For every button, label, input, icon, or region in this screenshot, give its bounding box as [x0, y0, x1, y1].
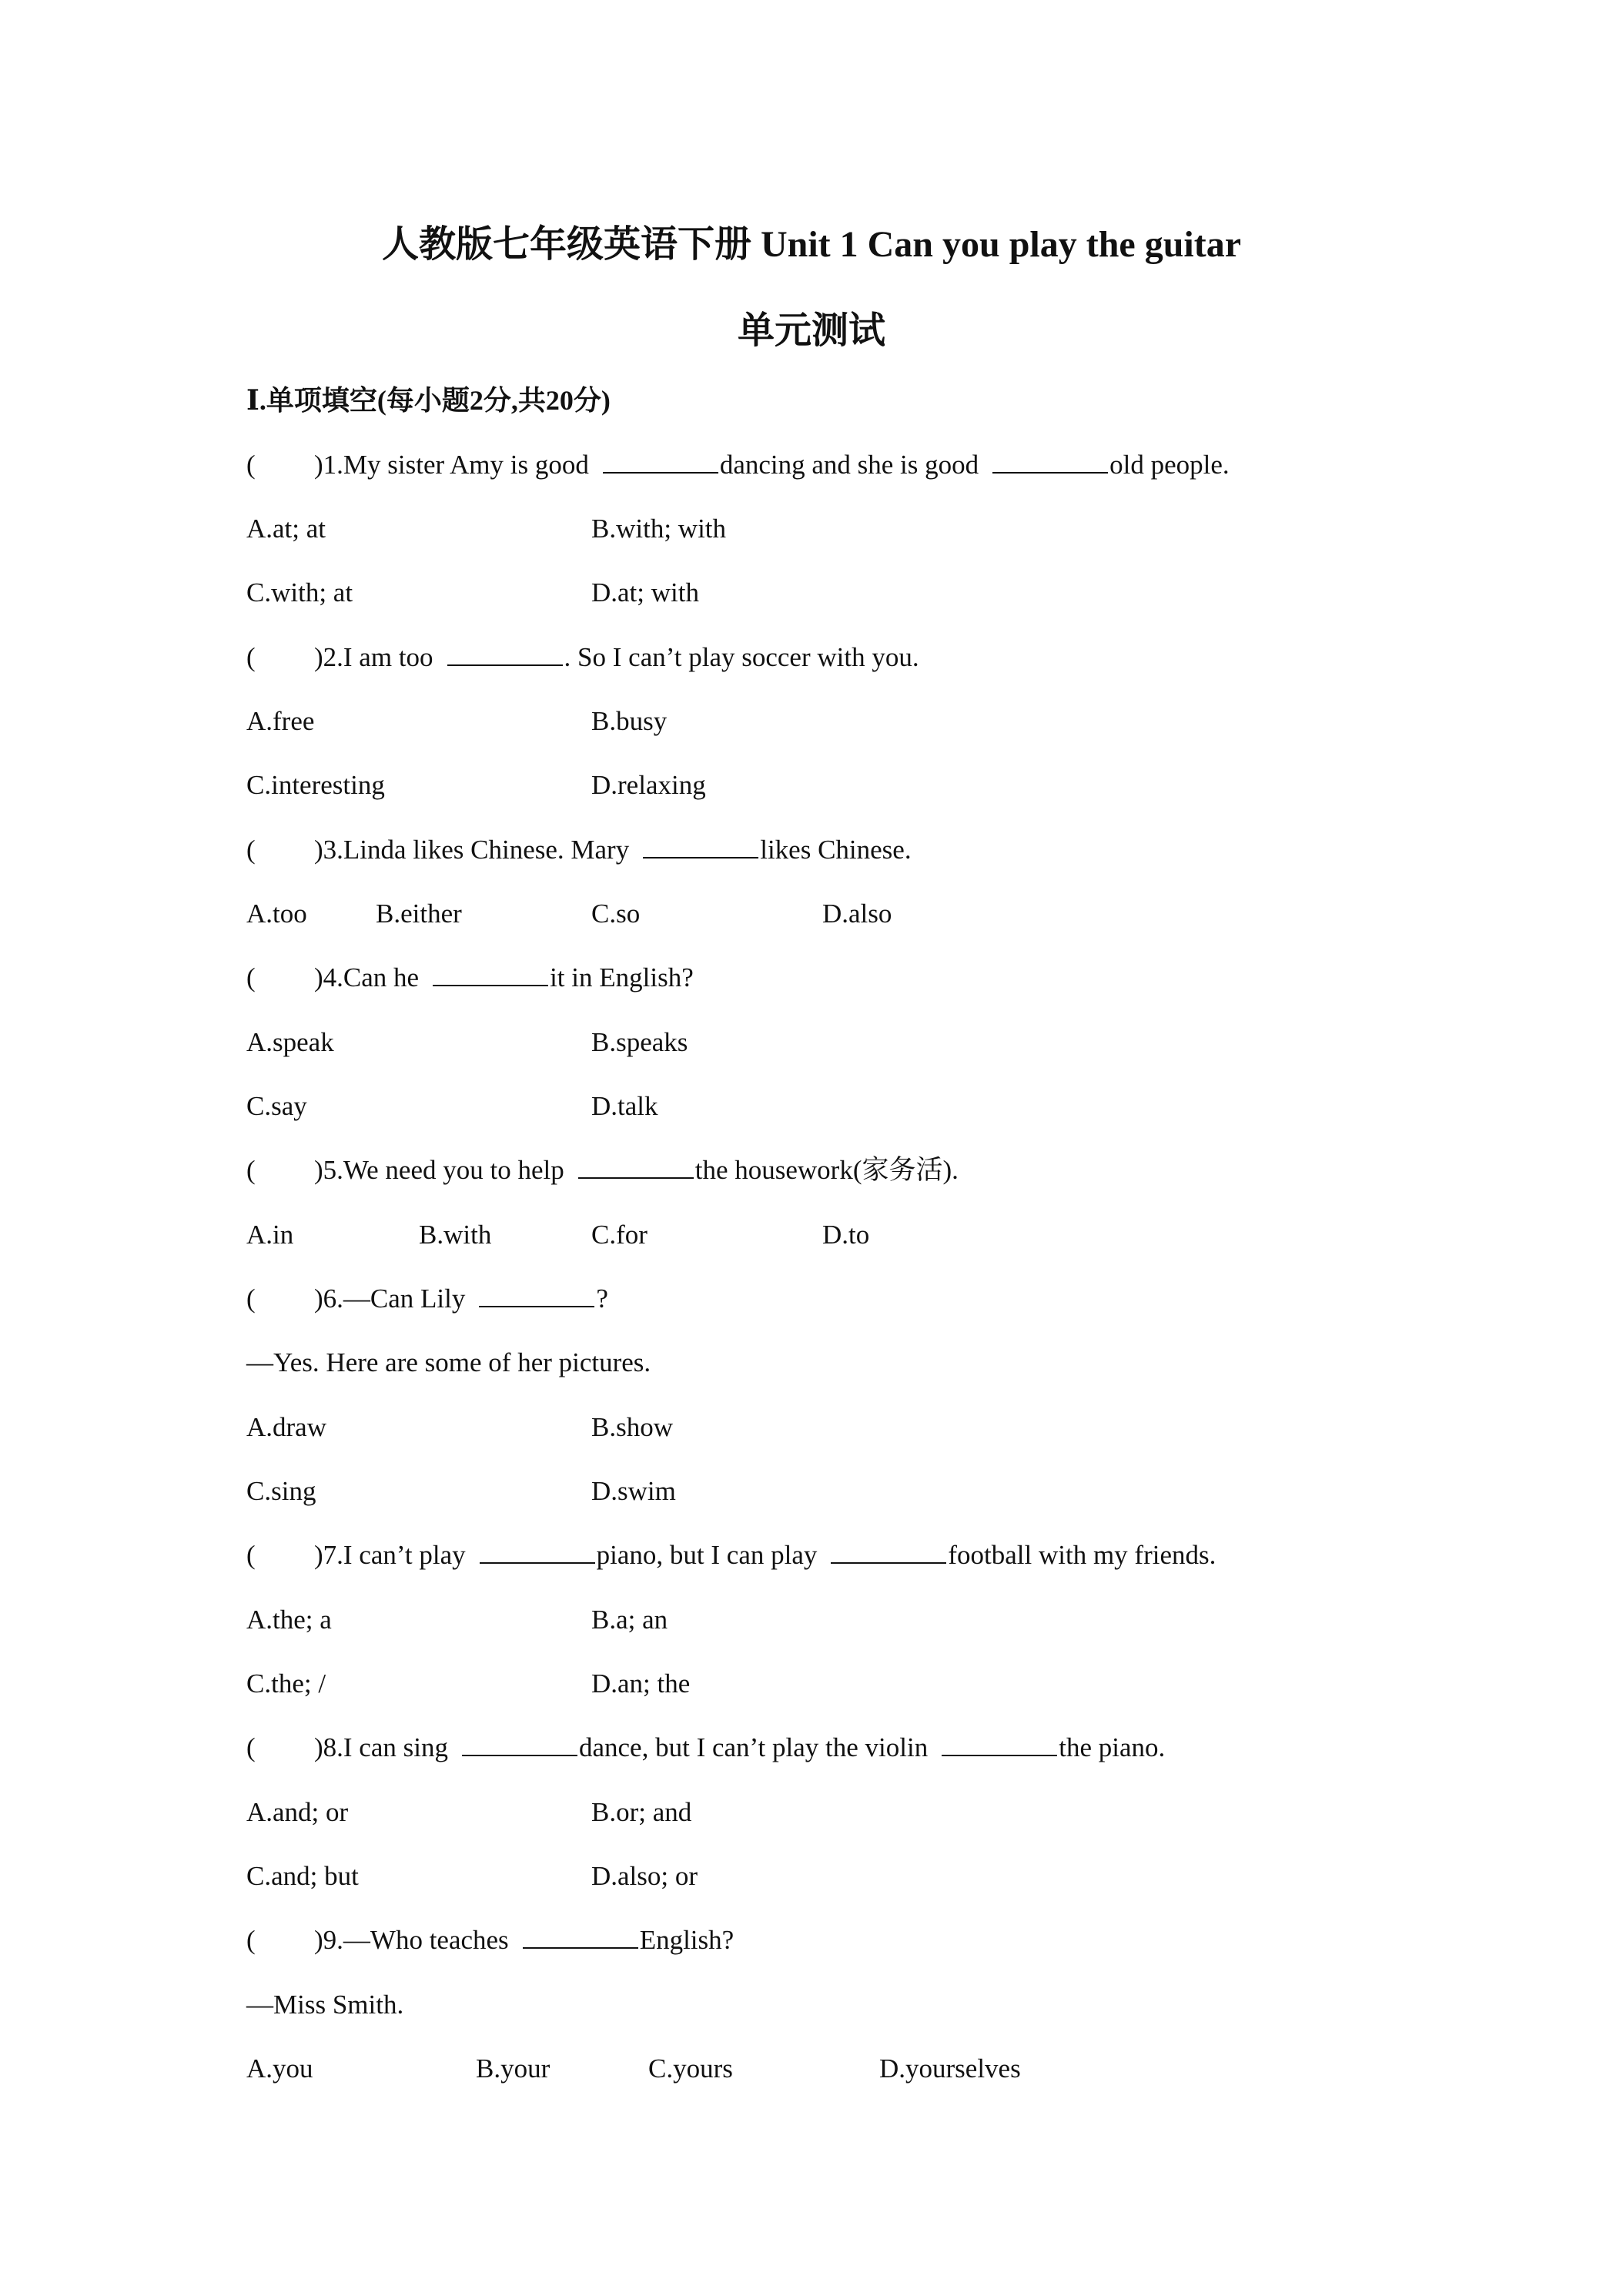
answer-line: —Miss Smith. [246, 1990, 404, 2020]
question-text: ? [596, 1284, 608, 1314]
option-d: D.an; the [591, 1668, 691, 1699]
question-text: )9.—Who teaches [314, 1925, 509, 1955]
option-d: D.to [822, 1220, 870, 1250]
option-c: C.say [246, 1091, 307, 1121]
question-text: . So I can’t play soccer with you. [564, 642, 919, 672]
question-2 [246, 641, 919, 674]
option-b: B.speaks [591, 1027, 688, 1057]
section-heading: Ⅰ.单项填空(每小题2分,共20分) [246, 385, 611, 416]
question-text: )6.—Can Lily [314, 1284, 466, 1314]
answer-blank [578, 1154, 694, 1179]
option-d: D.yourselves [879, 2053, 1021, 2083]
option-c: C.yours [648, 2053, 733, 2083]
option-b: B.with; with [591, 514, 727, 544]
option-c: C.and; but [246, 1861, 359, 1891]
option-a: A.and; or [246, 1797, 349, 1827]
question-text: dance, but I can’t play the violin [578, 1732, 929, 1762]
option-c: C.sing [246, 1476, 316, 1506]
answer-blank [992, 449, 1108, 474]
option-d: D.swim [591, 1476, 676, 1506]
option-a: A.the; a [246, 1605, 332, 1635]
answer-paren: ( [246, 1155, 256, 1185]
question-text: )8.I can sing [314, 1732, 448, 1762]
option-a: A.draw [246, 1412, 326, 1442]
question-text: )4.Can he [314, 962, 420, 992]
answer-paren: ( [246, 450, 256, 480]
question-text: )1.My sister Amy is good [314, 450, 589, 480]
answer-blank [603, 449, 718, 474]
option-b: B.or; and [591, 1797, 692, 1827]
option-d: D.talk [591, 1091, 658, 1121]
option-c: C.interesting [246, 770, 385, 800]
question-text: the housework(家务活). [694, 1155, 959, 1185]
question-text: piano, but I can play [596, 1540, 818, 1570]
question-text: the piano. [1059, 1732, 1166, 1762]
option-b: B.a; an [591, 1605, 668, 1635]
answer-blank [447, 641, 563, 666]
answer-paren: ( [246, 962, 256, 992]
option-b: B.busy [591, 706, 668, 736]
option-a: A.at; at [246, 514, 326, 544]
question-9 [246, 1923, 734, 1957]
question-text: )7.I can’t play [314, 1540, 466, 1570]
question-5 [246, 1153, 959, 1187]
answer-blank [643, 834, 758, 858]
answer-blank [479, 1283, 594, 1307]
question-text: )3.Linda likes Chinese. Mary [314, 835, 630, 865]
option-d: D.also; or [591, 1861, 698, 1891]
question-4 [246, 961, 694, 995]
option-d: D.also [822, 899, 892, 929]
question-6 [246, 1282, 608, 1316]
answer-paren: ( [246, 642, 256, 672]
option-b: B.your [476, 2053, 550, 2083]
question-text: dancing and she is good [719, 450, 979, 480]
page-title: 人教版七年级英语下册 Unit 1 Can you play the guitar [381, 224, 1242, 265]
question-1 [246, 448, 1230, 482]
option-a: A.speak [246, 1027, 334, 1057]
question-text: old people. [1109, 450, 1230, 480]
answer-paren: ( [246, 835, 256, 865]
option-d: D.relaxing [591, 770, 706, 800]
question-text: football with my friends. [948, 1540, 1216, 1570]
option-c: C.the; / [246, 1668, 326, 1699]
option-c: C.so [591, 899, 641, 929]
answer-paren: ( [246, 1284, 256, 1314]
option-c: C.for [591, 1220, 648, 1250]
question-3 [246, 833, 912, 867]
option-b: B.either [376, 899, 462, 929]
answer-paren: ( [246, 1540, 256, 1570]
answer-blank [942, 1732, 1057, 1756]
question-text: likes Chinese. [760, 835, 912, 865]
question-7 [246, 1538, 1216, 1572]
question-text: )5.We need you to help [314, 1155, 564, 1185]
page-subtitle: 单元测试 [737, 310, 885, 351]
answer-blank [523, 1924, 638, 1949]
option-a: A.in [246, 1220, 294, 1250]
question-text: it in English? [550, 962, 694, 992]
option-a: A.too [246, 899, 307, 929]
option-a: A.you [246, 2053, 313, 2083]
option-c: C.with; at [246, 577, 353, 607]
answer-blank [462, 1732, 577, 1756]
answer-blank [831, 1539, 946, 1564]
option-b: B.show [591, 1412, 673, 1442]
answer-line: —Yes. Here are some of her pictures. [246, 1347, 651, 1377]
answer-blank [480, 1539, 595, 1564]
option-a: A.free [246, 706, 315, 736]
answer-paren: ( [246, 1732, 256, 1762]
question-text: )2.I am too [314, 642, 433, 672]
option-d: D.at; with [591, 577, 699, 607]
question-8 [246, 1731, 1165, 1765]
answer-paren: ( [246, 1925, 256, 1955]
answer-blank [433, 962, 548, 986]
question-text: English? [639, 1925, 735, 1955]
option-b: B.with [419, 1220, 492, 1250]
